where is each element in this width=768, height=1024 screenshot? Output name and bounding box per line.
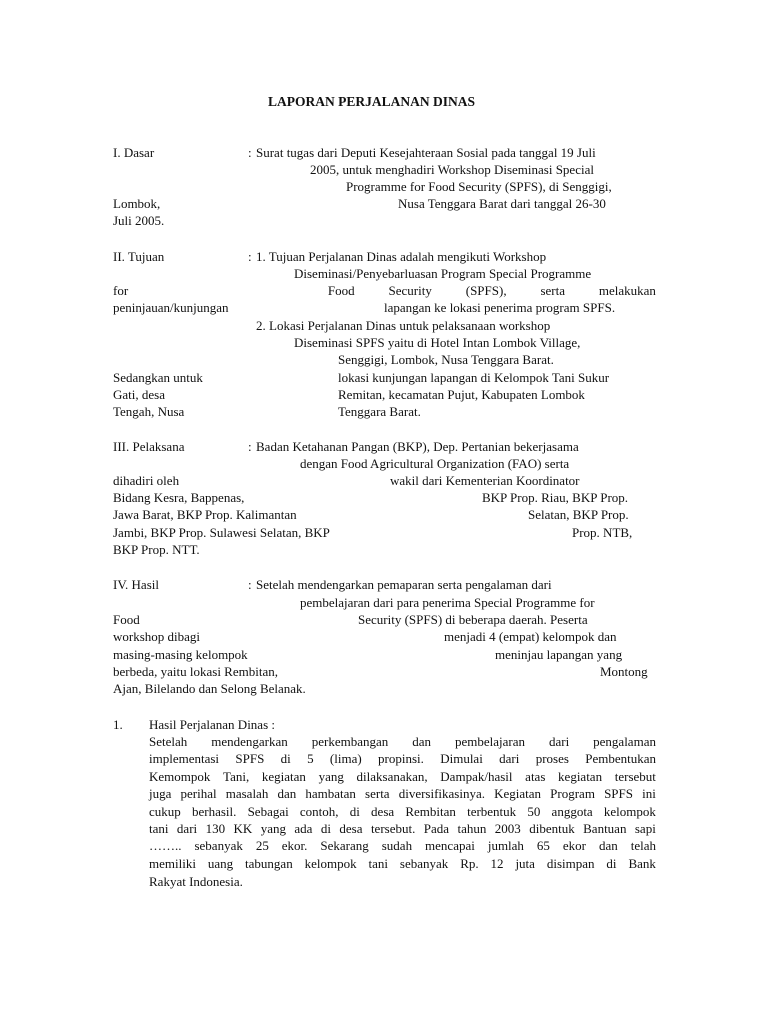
text-line: Prop. NTB, [572, 525, 633, 540]
text-line: Tengah, Nusa [113, 404, 185, 419]
text-line: Security (SPFS) di beberapa daerah. Peserta [358, 612, 588, 627]
text-line: masing-masing kelompok [113, 647, 248, 662]
text-line: Surat tugas dari Deputi Kesejahteraan Sosial pada tanggal 19 Juli [256, 145, 596, 160]
text-line: Programme for Food Security (SPFS), di Senggigi, [346, 179, 612, 194]
text-line: Jawa Barat, BKP Prop. Kalimantan [113, 507, 297, 522]
text-line: wakil dari Kementerian Koordinator [390, 473, 580, 488]
colon: : [248, 577, 252, 592]
text-line: Ajan, Bilelando dan Selong Belanak. [113, 681, 306, 696]
list-number: 1. [113, 717, 123, 732]
text-line: menjadi 4 (empat) kelompok dan [444, 629, 617, 644]
text-line: Montong [600, 664, 648, 679]
text-line-justified: Kemompok Tani, kegiatan yang dilaksanakan, Dampak/hasil atas kegiatan tersebut [149, 768, 656, 784]
text-line: Diseminasi/Penyebarluasan Program Special Programme [294, 266, 592, 281]
text-line: berbeda, yaitu lokasi Rembitan, [113, 664, 278, 679]
section-label: I. Dasar [113, 145, 155, 160]
text-line: Lombok, [113, 196, 161, 211]
colon: : [248, 249, 252, 264]
text-line: Juli 2005. [113, 213, 165, 228]
text-line-justified: cukup berhasil. Sebagai contoh, di desa Rembitan terbentuk 50 anggota kelompok [149, 803, 656, 819]
section-heading: Hasil Perjalanan Dinas : [149, 717, 275, 732]
text-line: Rakyat Indonesia. [149, 874, 243, 889]
text-line: Remitan, kecamatan Pujut, Kabupaten Lombok [338, 387, 585, 402]
text-line: Badan Ketahanan Pangan (BKP), Dep. Pertanian bekerjasama [256, 439, 579, 454]
colon: : [248, 145, 252, 160]
section-label: II. Tujuan [113, 249, 165, 264]
text-line: BKP Prop. Riau, BKP Prop. [482, 490, 629, 505]
text-line: lapangan ke lokasi penerima program SPFS. [384, 300, 616, 315]
text-line: 2. Lokasi Perjalanan Dinas untuk pelaksanaan workshop [256, 318, 551, 333]
section-label: III. Pelaksana [113, 439, 185, 454]
text-line-justified: for Food Security (SPFS), serta melakukan [113, 283, 656, 298]
text-line-justified: juga perihal masalah dan hambatan serta diversifikasinya. Kegiatan Program SPFS ini [149, 786, 656, 802]
text-line: meninjau lapangan yang [495, 647, 623, 662]
text-line: pembelajaran dari para penerima Special Programme for [300, 595, 595, 610]
text-line-justified: Setelah mendengarkan perkembangan dan pembelajaran dari pengalaman [149, 734, 656, 749]
text-line: Setelah mendengarkan pemaparan serta pengalaman dari [256, 577, 552, 592]
section-label: IV. Hasil [113, 577, 159, 592]
colon: : [248, 439, 252, 454]
text-line: Tenggara Barat. [338, 404, 421, 419]
text-line: dihadiri oleh [113, 473, 180, 488]
text-line: Bidang Kesra, Bappenas, [113, 490, 245, 505]
text-line-justified: memiliki uang tabungan kelompok tani sebanyak Rp. 12 juta disimpan di Bank [149, 855, 656, 871]
text-line: peninjauan/kunjungan [113, 300, 229, 315]
page-title: LAPORAN PERJALANAN DINAS [268, 94, 476, 109]
text-line: workshop dibagi [113, 629, 201, 644]
text-line: Food [113, 612, 140, 627]
text-line-justified: tani dari 130 KK yang ada di desa tersebut. Pada tahun 2003 dibentuk Bantuan sapi [149, 821, 656, 836]
text-line: Selatan, BKP Prop. [528, 507, 629, 522]
text-line: lokasi kunjungan lapangan di Kelompok Tani Sukur [338, 370, 610, 385]
text-line-justified: implementasi SPFS di 5 (lima) propinsi. Dimulai dari proses Pembentukan [149, 751, 656, 767]
text-line: Nusa Tenggara Barat dari tanggal 26-30 [398, 196, 606, 211]
text-line: BKP Prop. NTT. [113, 542, 200, 557]
text-line: Jambi, BKP Prop. Sulawesi Selatan, BKP [113, 525, 330, 540]
text-line-justified: …….. sebanyak 25 ekor. Sekarang sudah mencapai jumlah 65 ekor dan telah [149, 838, 656, 854]
text-line: Diseminasi SPFS yaitu di Hotel Intan Lombok Village, [294, 335, 581, 350]
text-line: Gati, desa [113, 387, 165, 402]
text-line: 2005, untuk menghadiri Workshop Diseminasi Special [310, 162, 594, 177]
text-line: Senggigi, Lombok, Nusa Tenggara Barat. [338, 352, 554, 367]
text-line: 1. Tujuan Perjalanan Dinas adalah mengikuti Workshop [256, 249, 547, 264]
text-line: dengan Food Agricultural Organization (FAO) serta [300, 456, 570, 471]
text-line: Sedangkan untuk [113, 370, 203, 385]
